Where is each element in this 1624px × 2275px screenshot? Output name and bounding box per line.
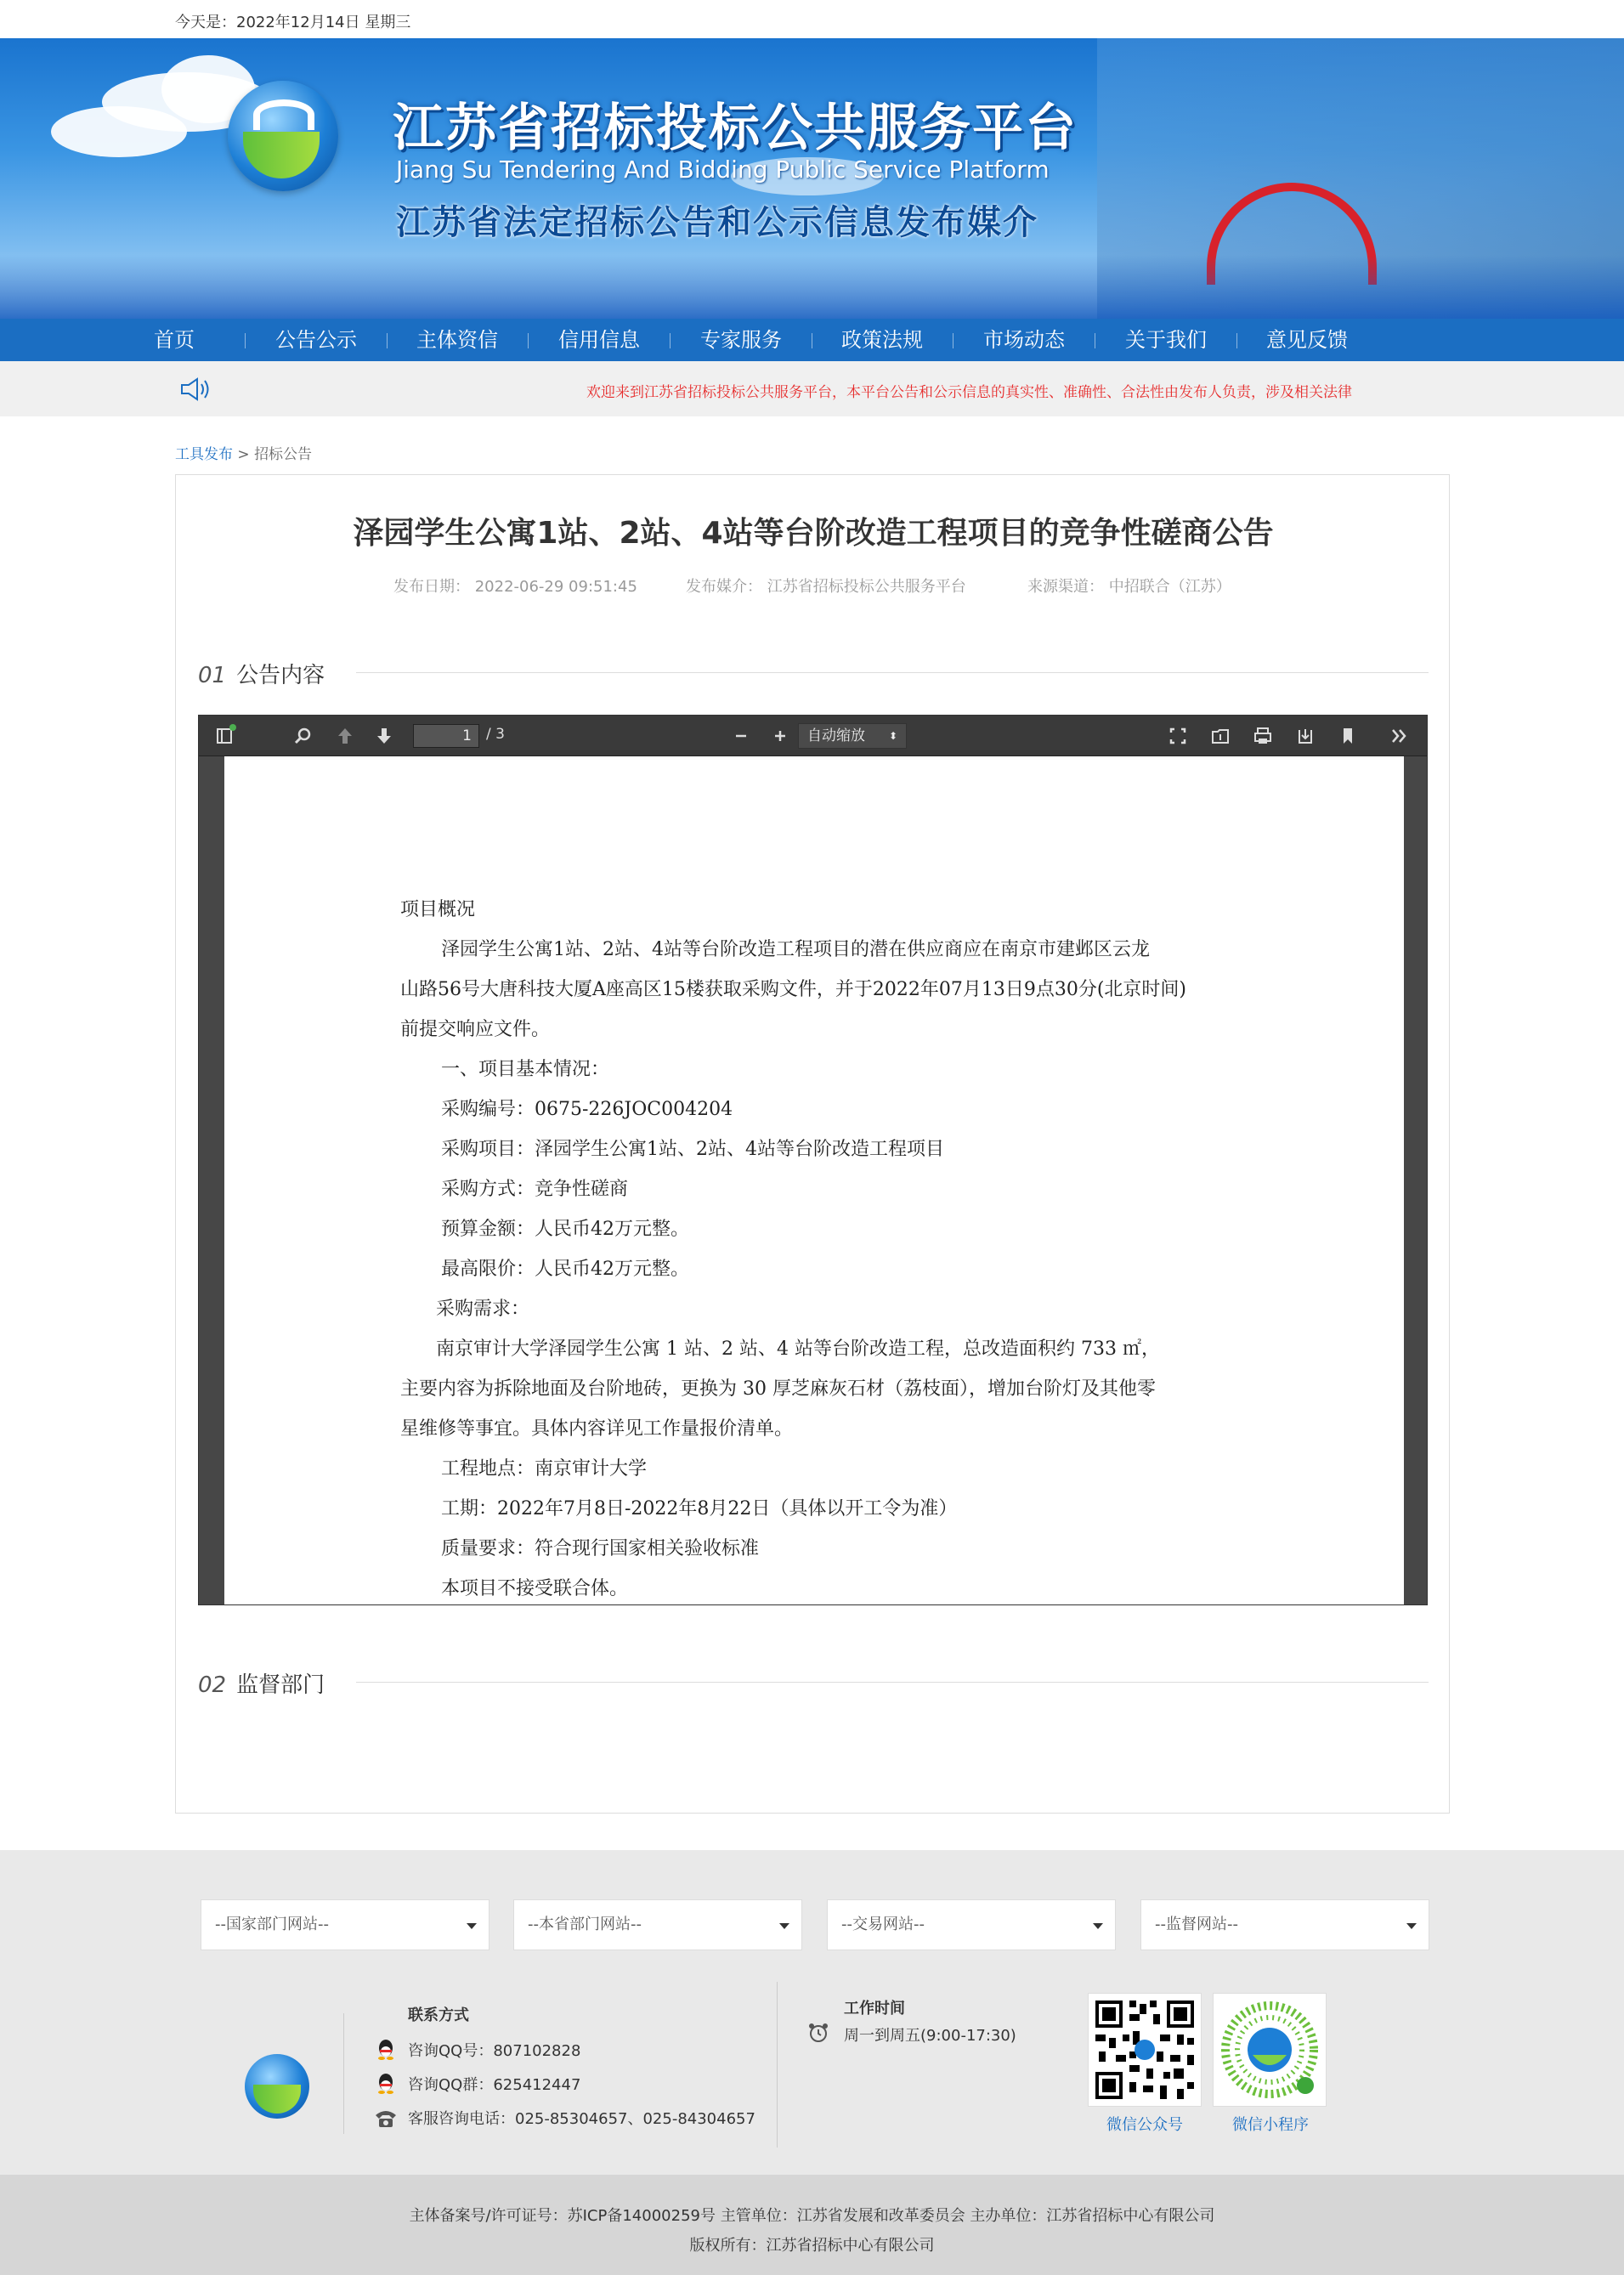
- zoom-in-icon[interactable]: [767, 722, 794, 750]
- fullscreen-icon[interactable]: [1164, 722, 1191, 750]
- section-number: 01: [198, 663, 227, 688]
- province-sites-select[interactable]: [513, 1899, 802, 1950]
- pdf-toolbar: [199, 716, 1428, 756]
- main-nav: [0, 319, 1624, 361]
- source-channel: 来源渠道： 中招联合（江苏）: [1027, 578, 1231, 596]
- footer-logo: [245, 2054, 309, 2119]
- pdf-text-line: 主要内容为拆除地面及台阶地砖，更换为 30 厚芝麻灰石材（荔枝面），增加台阶灯及其他零: [400, 1378, 1156, 1400]
- pdf-text-line: 泽园学生公寓1站、2站、4站等台阶改造工程项目的潜在供应商应在南京市建邺区云龙: [441, 939, 1150, 960]
- pdf-text-line: 项目概况: [400, 899, 476, 920]
- site-subtitle: Jiang Su Tendering And Bidding Public Service Platform: [396, 156, 1050, 184]
- nav-policies[interactable]: 政策法规: [841, 328, 923, 352]
- select-value: --本省部门网站--: [528, 1916, 642, 1933]
- logo-leaf: [253, 2085, 301, 2114]
- section-label: 公告内容: [236, 663, 325, 688]
- header-banner: [0, 38, 1624, 319]
- pdf-viewer[interactable]: [198, 715, 1428, 1605]
- section-label: 监督部门: [236, 1672, 325, 1698]
- breadcrumb-current: 招标公告: [254, 446, 313, 463]
- pdf-text-line: 采购需求：: [436, 1299, 530, 1320]
- platform-logo[interactable]: [228, 81, 338, 191]
- notice-bar: [0, 361, 1624, 416]
- print-icon[interactable]: [1249, 722, 1276, 750]
- select-value: --国家部门网站--: [215, 1916, 329, 1933]
- section-heading-content: [198, 658, 325, 689]
- pdf-text-line: 工程地点：南京审计大学: [441, 1458, 648, 1480]
- arrow-up-icon[interactable]: [331, 722, 359, 750]
- copyright: 版权所有：江苏省招标中心有限公司: [689, 2237, 935, 2255]
- nav-home[interactable]: 首页: [154, 328, 195, 352]
- pdf-text-line: 采购方式：竞争性磋商: [441, 1179, 629, 1200]
- qr-code-icon: [1089, 1994, 1201, 2106]
- mini-program-code-icon: [1214, 1994, 1326, 2106]
- sidebar-toggle-icon[interactable]: [211, 722, 238, 750]
- section-number: 02: [198, 1672, 227, 1698]
- section-divider: [356, 672, 1429, 673]
- breadcrumb-separator: >: [237, 446, 250, 463]
- pdf-text-line: 采购项目：泽园学生公寓1站、2站、4站等台阶改造工程项目: [441, 1139, 944, 1160]
- nav-feedback[interactable]: 意见反馈: [1266, 328, 1348, 352]
- pdf-page: [224, 756, 1404, 1605]
- work-hours-heading: 工作时间: [844, 2000, 905, 2018]
- zoom-value: 自动缩放: [807, 727, 865, 744]
- qq-group: 咨询QQ群：625412447: [408, 2076, 581, 2094]
- arrow-down-icon[interactable]: [371, 722, 398, 750]
- cloud-decoration: [51, 106, 187, 157]
- announcement-title: 泽园学生公寓1站、2站、4站等台阶改造工程项目的竞争性磋商公告: [353, 516, 1274, 551]
- pdf-text-line: 采购编号：0675-226JOC004204: [441, 1099, 733, 1120]
- phone-icon: [374, 2107, 398, 2129]
- select-value: --交易网站--: [841, 1916, 925, 1933]
- caret-down-icon: [467, 1923, 477, 1929]
- nav-expert-services[interactable]: 专家服务: [700, 328, 782, 352]
- open-file-icon[interactable]: [1207, 722, 1234, 750]
- select-arrows-icon: ⬍: [888, 730, 897, 742]
- top-bar: [0, 0, 1624, 38]
- site-title: 江苏省招标投标公共服务平台: [393, 99, 1078, 158]
- trading-sites-select[interactable]: [827, 1899, 1116, 1950]
- wechat-official-qr[interactable]: [1088, 1993, 1202, 2107]
- footer-divider: [777, 1982, 778, 2148]
- announcement-card: [175, 474, 1450, 1814]
- publish-media: 发布媒介： 江苏省招标投标公共服务平台: [686, 578, 966, 596]
- pdf-text-line: 星维修等事宜。具体内容详见工作量报价清单。: [400, 1418, 794, 1440]
- more-tools-icon[interactable]: [1385, 722, 1412, 750]
- service-phone: 客服咨询电话：025-85304657、025-84304657: [408, 2110, 755, 2128]
- section-divider: [356, 1682, 1429, 1683]
- pdf-text-line: 本项目不接受联合体。: [441, 1578, 629, 1599]
- qq-number: 咨询QQ号：807102828: [408, 2042, 581, 2060]
- select-value: --监督网站--: [1155, 1916, 1238, 1933]
- breadcrumb: [175, 442, 312, 463]
- notice-marquee: 欢迎来到江苏省招标投标公共服务平台，本平台公告和公示信息的真实性、准确性、合法性由发布人负责，涉及相关法律: [586, 384, 1352, 401]
- pdf-text-line: 南京审计大学泽园学生公寓 1 站、2 站、4 站等台阶改造工程，总改造面积约 733 ㎡，: [436, 1338, 1160, 1360]
- icp-info: 主体备案号/许可证号：苏ICP备14000259号 主管单位：江苏省发展和改革委员会 主办单位：江苏省招标中心有限公司: [409, 2207, 1215, 2225]
- current-date: 今天是：2022年12月14日 星期三: [175, 14, 411, 31]
- qq-icon: [376, 2038, 396, 2060]
- pdf-text-line: 前提交响应文件。: [400, 1019, 551, 1040]
- national-sites-select[interactable]: [201, 1899, 489, 1950]
- zoom-out-icon[interactable]: [727, 722, 755, 750]
- pdf-text-line: 质量要求：符合现行国家相关验收标准: [441, 1538, 760, 1559]
- download-icon[interactable]: [1292, 722, 1319, 750]
- publish-date: 发布日期： 2022-06-29 09:51:45: [393, 578, 637, 596]
- logo-leaf: [243, 132, 320, 178]
- footer-divider: [343, 2013, 344, 2134]
- qq-group-icon: [376, 2072, 396, 2094]
- site-slogan: 江苏省法定招标公告和公示信息发布媒介: [396, 203, 1038, 242]
- footer: [0, 1850, 1624, 2175]
- nav-entity-credentials[interactable]: 主体资信: [416, 328, 498, 352]
- wechat-miniprogram-qr[interactable]: [1213, 1993, 1327, 2107]
- caret-down-icon: [779, 1923, 789, 1929]
- supervision-sites-select[interactable]: [1140, 1899, 1429, 1950]
- logo-swirl: [253, 99, 314, 130]
- section-heading-supervision: [198, 1667, 325, 1699]
- nav-announcements[interactable]: 公告公示: [275, 328, 357, 352]
- wechat-miniprogram-caption[interactable]: 微信小程序: [1232, 2116, 1309, 2134]
- page-count: / 3: [486, 726, 505, 743]
- speaker-icon: [178, 376, 212, 402]
- pdf-text-line: 山路56号大唐科技大厦A座高区15楼获取采购文件，并于2022年07月13日9点30分(北京时间): [400, 979, 1187, 1000]
- nav-market[interactable]: 市场动态: [983, 328, 1065, 352]
- contact-heading: 联系方式: [408, 2006, 469, 2024]
- breadcrumb-root[interactable]: 工具发布: [175, 446, 233, 463]
- bookmark-icon[interactable]: [1334, 722, 1361, 750]
- banner-strip: [0, 255, 1624, 319]
- pdf-text-line: 最高限价：人民币42万元整。: [441, 1259, 689, 1280]
- pdf-text-line: 一、项目基本情况：: [441, 1059, 610, 1080]
- wechat-official-caption[interactable]: 微信公众号: [1106, 2116, 1183, 2134]
- zoom-select[interactable]: [798, 723, 907, 749]
- pdf-text-line: 工期：2022年7月8日-2022年8月22日（具体以开工令为准）: [441, 1498, 958, 1519]
- caret-down-icon: [1406, 1923, 1417, 1929]
- work-hours: 周一到周五(9:00-17:30): [844, 2027, 1016, 2045]
- caret-down-icon: [1093, 1923, 1103, 1929]
- pdf-text-line: 预算金额：人民币42万元整。: [441, 1219, 689, 1240]
- page-number-input[interactable]: 1: [413, 724, 479, 748]
- search-icon[interactable]: [289, 722, 316, 750]
- alarm-clock-icon: [807, 2022, 829, 2044]
- copyright-bar: [0, 2175, 1624, 2275]
- nav-credit-info[interactable]: 信用信息: [558, 328, 640, 352]
- nav-about[interactable]: 关于我们: [1125, 328, 1207, 352]
